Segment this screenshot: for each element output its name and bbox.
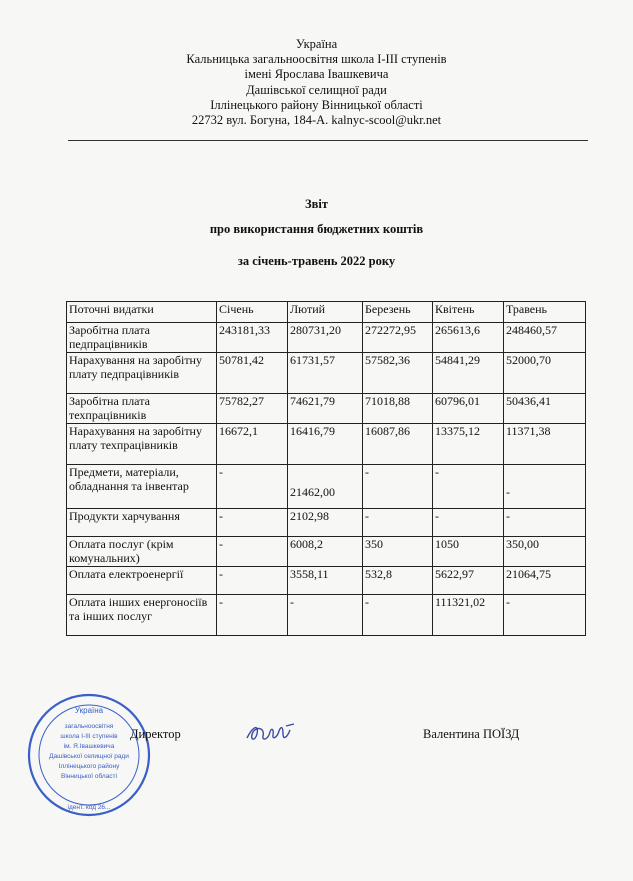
letterhead-line: 22732 вул. Богуна, 184-А. kalnyc-scool@ukr.net xyxy=(191,113,442,128)
table-cell: 71018,88 xyxy=(363,394,433,424)
table-cell: 16416,79 xyxy=(288,424,363,465)
column-header: Поточні видатки xyxy=(67,302,217,323)
stamp-text-bottom: ідент. код 26... xyxy=(67,804,111,811)
stamp-text-line: школа І-ІІІ ступенів xyxy=(60,733,118,740)
table-cell: 5622,97 xyxy=(433,567,504,595)
table-cell: 2102,98 xyxy=(288,509,363,537)
table-cell: 350,00 xyxy=(504,537,586,567)
letterhead xyxy=(0,37,633,128)
table-cell: - xyxy=(217,509,288,537)
table-cell: 11371,38 xyxy=(504,424,586,465)
table-cell: - xyxy=(433,509,504,537)
director-title: Директор xyxy=(130,727,181,741)
table-cell: - xyxy=(217,537,288,567)
table-cell: 248460,57 xyxy=(504,323,586,353)
expenses-table xyxy=(66,301,586,636)
table-cell: - xyxy=(363,595,433,636)
table-row xyxy=(67,509,586,537)
table-cell: 21064,75 xyxy=(504,567,586,595)
table-row xyxy=(67,323,586,353)
letterhead-line: імені Ярослава Івашкевича xyxy=(244,67,389,82)
table-cell: 280731,20 xyxy=(288,323,363,353)
expense-name: Оплата послуг (крім комунальних) xyxy=(67,537,217,567)
table-cell: - xyxy=(217,567,288,595)
table-cell: 54841,29 xyxy=(433,353,504,394)
director-name: Валентина ПОЇЗД xyxy=(423,727,520,741)
column-header: Травень xyxy=(504,302,586,323)
table-cell: 532,8 xyxy=(363,567,433,595)
letterhead-line: Іллінецького району Вінницької області xyxy=(210,97,423,112)
letterhead-line: Дашівської селищної ради xyxy=(246,82,387,97)
table-cell: - xyxy=(433,465,504,509)
stamp-text-line: загальноосвітня xyxy=(64,723,114,730)
table-cell: 1050 xyxy=(433,537,504,567)
column-header: Лютий xyxy=(288,302,363,323)
table-row xyxy=(67,567,586,595)
expense-name: Оплата електроенергії xyxy=(67,567,217,595)
column-header: Квітень xyxy=(433,302,504,323)
expense-name: Нарахування на заробітну плату педпрацівників xyxy=(67,353,217,394)
table-cell: 16087,86 xyxy=(363,424,433,465)
table-cell: 57582,36 xyxy=(363,353,433,394)
table-row xyxy=(67,595,586,636)
stamp-text-line: Вінницької області xyxy=(61,773,117,780)
table-cell: - xyxy=(504,465,586,509)
table-cell: 111321,02 xyxy=(433,595,504,636)
report-period: за січень-травень 2022 року xyxy=(237,254,396,268)
table-cell: - xyxy=(363,509,433,537)
table-cell: 61731,57 xyxy=(288,353,363,394)
table-cell: - xyxy=(217,595,288,636)
header-divider xyxy=(68,140,588,141)
stamp-text-line: ім. Я.Івашкевича xyxy=(63,743,115,750)
handwritten-signature xyxy=(243,720,299,746)
table-row xyxy=(67,424,586,465)
table-cell: 75782,27 xyxy=(217,394,288,424)
table-cell: 3558,11 xyxy=(288,567,363,595)
table-cell: - xyxy=(504,509,586,537)
table-row xyxy=(67,353,586,394)
table-row xyxy=(67,465,586,509)
table-cell: 272272,95 xyxy=(363,323,433,353)
column-header: Березень xyxy=(363,302,433,323)
table-cell: 265613,6 xyxy=(433,323,504,353)
table-cell: 60796,01 xyxy=(433,394,504,424)
report-subtitle: про використання бюджетних коштів xyxy=(209,222,424,236)
letterhead-line: Україна xyxy=(295,37,338,51)
expense-name: Заробітна плата техпрацівників xyxy=(67,394,217,424)
table-header-row xyxy=(67,302,586,323)
table-cell: 52000,70 xyxy=(504,353,586,394)
expense-name: Заробітна плата педпрацівників xyxy=(67,323,217,353)
expense-name: Предмети, матеріали, обладнання та інвентар xyxy=(67,465,217,509)
stamp-text-line: Дашівської селищної ради xyxy=(49,753,129,760)
report-title: Звіт xyxy=(305,197,328,211)
expense-name: Продукти харчування xyxy=(67,509,217,537)
table-cell: 13375,12 xyxy=(433,424,504,465)
table-cell: - xyxy=(504,595,586,636)
expense-name: Оплата інших енергоносіїв та інших послуг xyxy=(67,595,217,636)
table-cell: 243181,33 xyxy=(217,323,288,353)
letterhead-line: Кальницька загальноосвітня школа І-ІІІ ступенів xyxy=(186,52,447,67)
table-cell: 16672,1 xyxy=(217,424,288,465)
table-cell: - xyxy=(288,595,363,636)
expense-name: Нарахування на заробітну плату техпрацівників xyxy=(67,424,217,465)
column-header: Січень xyxy=(217,302,288,323)
table-cell: 50781,42 xyxy=(217,353,288,394)
school-stamp xyxy=(24,690,154,820)
stamp-text-line: Іллінецького району xyxy=(58,763,120,770)
table-cell: 21462,00 xyxy=(288,465,363,509)
table-cell: - xyxy=(217,465,288,509)
stamp-text-top: Україна xyxy=(74,706,104,715)
table-cell: 50436,41 xyxy=(504,394,586,424)
table-cell: - xyxy=(363,465,433,509)
table-row xyxy=(67,537,586,567)
table-cell: 74621,79 xyxy=(288,394,363,424)
table-cell: 6008,2 xyxy=(288,537,363,567)
table-cell: 350 xyxy=(363,537,433,567)
table-row xyxy=(67,394,586,424)
